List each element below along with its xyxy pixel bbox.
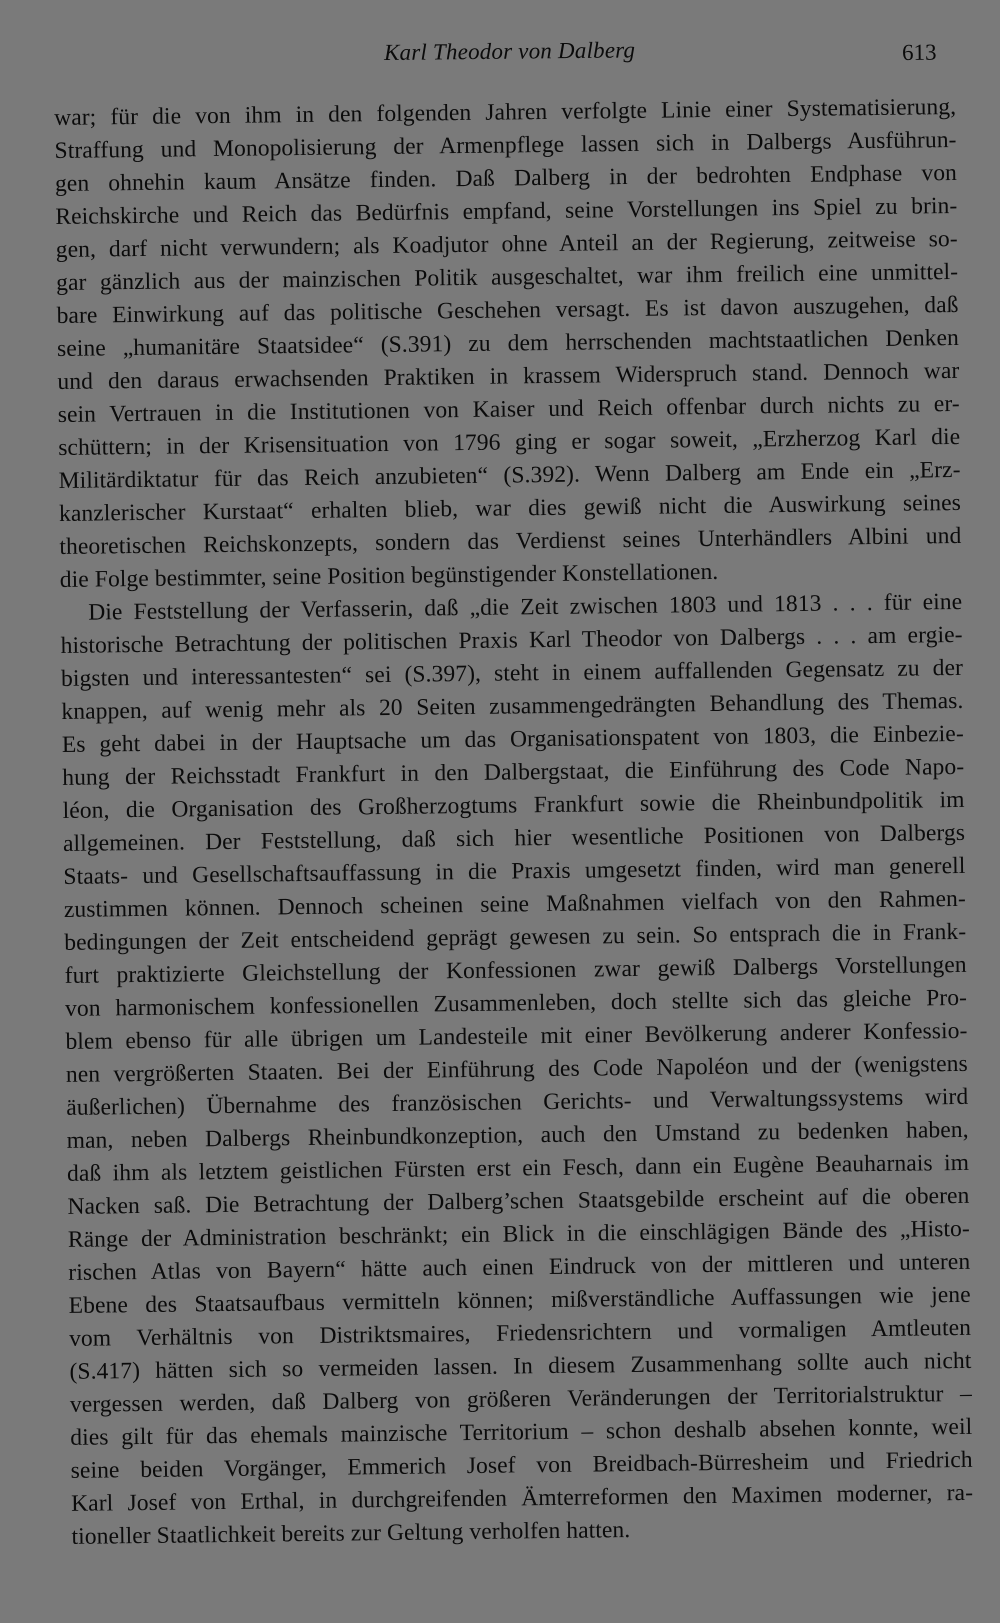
text-line: knappen, auf wenig mehr als 20 Seiten zusammengedrängten Behandlung des Themas. — [61, 687, 964, 725]
text-line: hung der Reichsstadt Frankfurt in den Dalbergstaat, die Einführung des Code Napo- — [62, 753, 965, 791]
text-line: Es geht dabei in der Hauptsache um das Organisationspatent von 1803, die Einbezie- — [61, 720, 964, 758]
running-title: Karl Theodor von Dalberg — [383, 37, 636, 65]
text-line: kanzlerischer Kurstaat“ erhalten blieb, war dies gewiß nicht die Auswirkung seines — [58, 489, 962, 527]
paragraph-first-line: Die Feststellung der Verfasserin, daß „die Zeit zwischen 1803 und 1813 . . . für eine — [88, 588, 963, 626]
text-line: furt praktizierte Gleichstellung der Konfessionen zwar gewiß Dalbergs Vorstellungen — [64, 951, 967, 989]
text-line: Nacken saß. Die Betrachtung der Dalberg’schen Staatsgebilde erscheint auf die oberen — [67, 1182, 970, 1220]
text-line: Ebene des Staatsaufbaus vermitteln können; mißverständliche Auffassungen wie jene — [68, 1281, 971, 1319]
text-line: Militärdiktatur für das Reich anzubieten“ (S.392). Wenn Dalberg am Ende ein „Erz- — [58, 456, 961, 494]
text-line: Karl Josef von Erthal, in durchgreifenden Ämterreformen den Maximen moderner, ra- — [70, 1479, 974, 1517]
text-line: seine „humanitäre Staatsidee“ (S.391) zu dem herrschenden machtstaatlichen Denken — [56, 324, 960, 362]
page-number: 613 — [901, 39, 937, 65]
text-line: tioneller Staatlichkeit bereits zur Geltung verholfen hatten. — [71, 1517, 631, 1550]
text-line: blem ebenso für alle übrigen um Landesteile mit einer Bevölkerung anderer Konfessio- — [65, 1017, 968, 1055]
text-line: Reichskirche und Reich das Bedürfnis empfand, seine Vorstellungen ins Spiel zu brin- — [55, 192, 958, 230]
text-line: nen vergrößerten Staaten. Bei der Einführung des Code Napoléon und der (wenigstens — [65, 1050, 968, 1088]
text-line: von harmonischem konfessionellen Zusammenleben, doch stellte sich das gleiche Pro- — [64, 984, 968, 1022]
text-line: Straffung und Monopolisierung der Armenpflege lassen sich in Dalbergs Ausführun- — [54, 126, 957, 164]
text-line: (S.417) hätten sich so vermeiden lassen. In diesem Zusammenhang sollte auch nicht — [69, 1347, 972, 1385]
text-line: léon, die Organisation des Großherzogtums Frankfurt sowie die Rheinbundpolitik im — [62, 786, 965, 824]
text-line: die Folge bestimmter, seine Position begünstigender Konstellationen. — [59, 558, 719, 593]
text-line: vergessen werden, daß Dalberg von größeren Veränderungen der Territorialstruktur – — [69, 1380, 973, 1418]
text-line: bedingungen der Zeit entscheidend geprägt gewesen zu sein. So entsprach die in Frank- — [64, 918, 967, 956]
text-line: vom Verhältnis von Distriktsmaires, Friedensrichtern und vormaligen Amtleuten — [68, 1314, 972, 1352]
text-line: Staats- und Gesellschaftsauffassung in die Praxis umgesetzt finden, wird man generell — [63, 852, 966, 890]
text-line: dies gilt für das ehemals mainzische Territorium – schon deshalb absehen konnte, weil — [70, 1413, 973, 1451]
text-line: und den daraus erwachsenden Praktiken in krassem Widerspruch stand. Dennoch war — [57, 357, 960, 395]
text-line: daß ihm als letztem geistlichen Fürsten erst ein Fesch, dann ein Eugène Beauharnais im — [66, 1149, 970, 1187]
text-line: gar gänzlich aus der mainzischen Politik ausgeschaltet, war ihm freilich eine unmittel- — [56, 258, 959, 296]
text-line: gen ohnehin kaum Ansätze finden. Daß Dalberg in der bedrohten Endphase von — [54, 159, 958, 197]
text-line: seine beiden Vorgänger, Emmerich Josef von Breidbach-Bürresheim und Friedrich — [70, 1446, 973, 1484]
text-line: bigsten und interessantesten“ sei (S.397), steht in einem auffallenden Gegensatz zu der — [60, 654, 964, 692]
text-line: rischen Atlas von Bayern“ hätte auch einen Eindruck von der mittleren und unteren — [68, 1248, 971, 1286]
text-line: war; für die von ihm in den folgenden Jahren verfolgte Linie einer Systematisierung, — [54, 93, 957, 131]
running-head — [0, 37, 1000, 80]
text-line: bare Einwirkung auf das politische Geschehen versagt. Es ist davon auszugehen, daß — [56, 291, 959, 329]
text-line: Ränge der Administration beschränkt; ein Blick in die einschlägigen Bände des „Histo- — [67, 1215, 970, 1253]
body-text — [54, 91, 974, 1554]
text-line: äußerlichen) Übernahme des französischen Gerichts- und Verwaltungssystems wird — [66, 1083, 969, 1121]
text-line: schüttern; in der Krisensituation von 1796 ging er sogar soweit, „Erzherzog Karl die — [58, 423, 961, 461]
text-line: allgemeinen. Der Feststellung, daß sich hier wesentliche Positionen von Dalbergs — [62, 819, 966, 857]
text-line: man, neben Dalbergs Rheinbundkonzeption, auch den Umstand zu bedenken haben, — [66, 1116, 969, 1154]
text-line: gen, darf nicht verwundern; als Koadjutor ohne Anteil an der Regierung, zeitweise so- — [55, 225, 958, 263]
text-line: sein Vertrauen in die Institutionen von Kaiser und Reich offenbar durch nichts zu er- — [57, 390, 960, 428]
text-line: historische Betrachtung der politischen Praxis Karl Theodor von Dalbergs . . . am ergie- — [60, 621, 963, 659]
text-line: zustimmen können. Dennoch scheinen seine Maßnahmen vielfach von den Rahmen- — [63, 885, 966, 923]
text-line: theoretischen Reichskonzepts, sondern das Verdienst seines Unterhändlers Albini und — [59, 522, 962, 560]
